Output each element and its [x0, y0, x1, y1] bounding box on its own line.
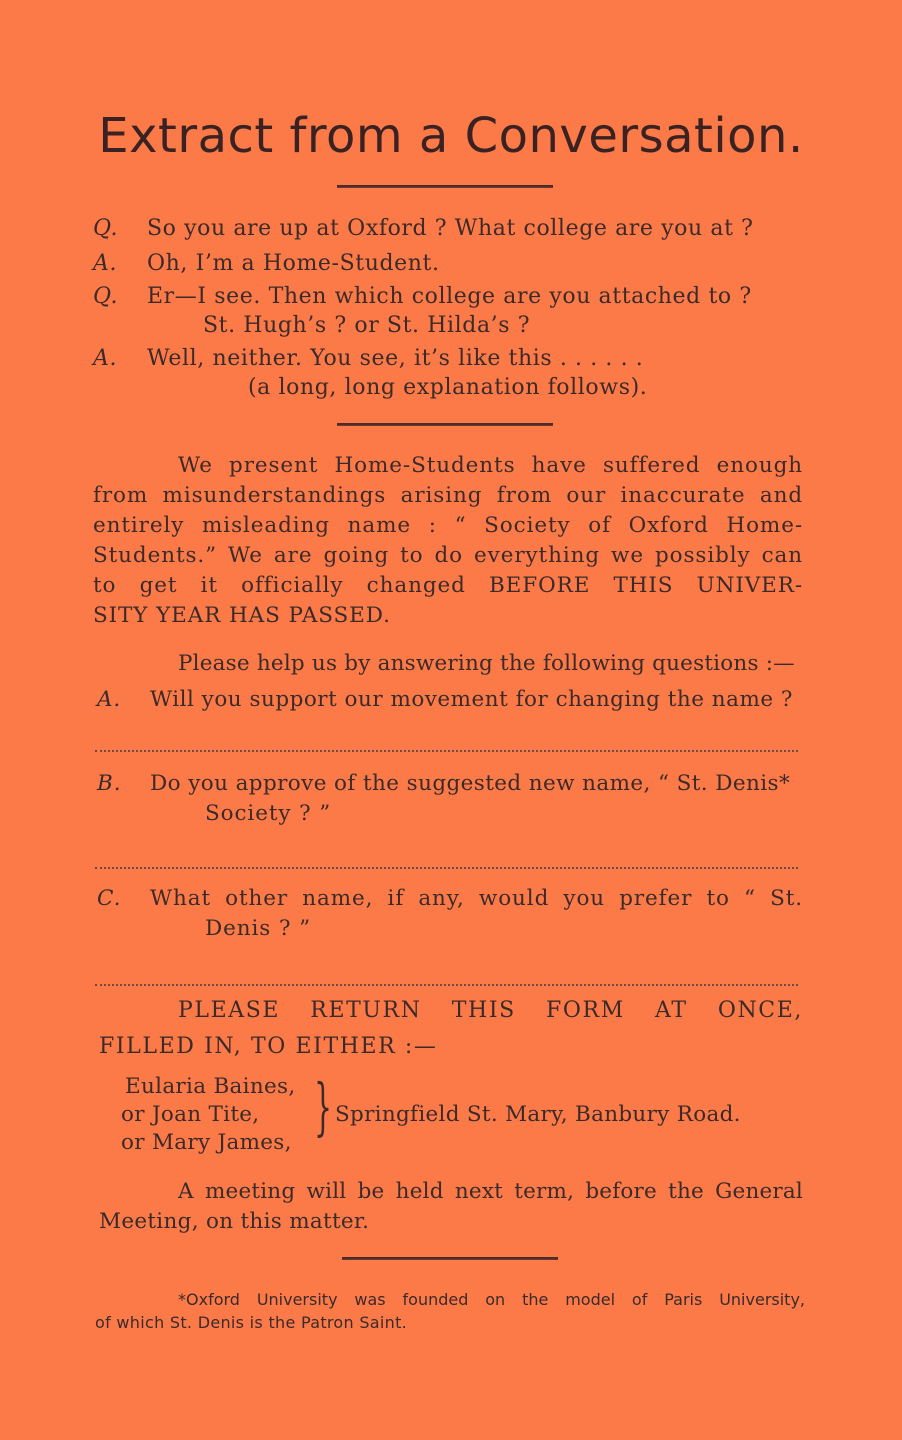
conversation-line: So you are up at Oxford ? What college are you at ? [147, 216, 754, 241]
question-text: Denis ? ” [205, 916, 312, 941]
return-address: Springfield St. Mary, Banbury Road. [335, 1102, 741, 1127]
meeting-note-line: A meeting will be held next term, before the General [178, 1179, 803, 1204]
statement-line: to get it officially changed BEFORE THIS UNIVER- [93, 573, 803, 598]
question-text: Society ? ” [205, 801, 332, 826]
conversation-line: St. Hugh’s ? or St. Hilda’s ? [203, 313, 531, 338]
question-label: C. [97, 886, 122, 911]
question-label: A. [97, 687, 122, 712]
conversation-line: Oh, I’m a Home-Student. [147, 251, 440, 276]
question-label: B. [97, 771, 122, 796]
speaker-label: A. [93, 251, 118, 276]
contact-name: or Mary James, [121, 1130, 292, 1155]
footnote-line: of which St. Denis is the Patron Saint. [95, 1313, 408, 1332]
answer-line-a[interactable] [95, 750, 798, 752]
question-text: What other name, if any, would you prefer to “ St. [150, 886, 803, 911]
answer-line-b[interactable] [95, 867, 798, 869]
brace-icon: } [314, 1070, 333, 1143]
contact-name: Eularia Baines, [125, 1074, 296, 1099]
questions-intro: Please help us by answering the following questions :— [178, 651, 795, 676]
question-text: Do you approve of the suggested new name, “ St. Denis* [150, 771, 791, 796]
conversation-line: Er—I see. Then which college are you attached to ? [147, 284, 752, 309]
question-text: Will you support our movement for changing the name ? [150, 687, 793, 712]
statement-line: SITY YEAR HAS PASSED. [93, 603, 391, 628]
answer-line-c[interactable] [95, 984, 798, 986]
statement-line: entirely misleading name : “ Society of Oxford Home- [93, 513, 803, 538]
footnote-line: *Oxford University was founded on the model of Paris University, [178, 1290, 805, 1309]
section-divider [337, 423, 553, 426]
title-divider [337, 185, 553, 188]
conversation-line: (a long, long explanation follows). [248, 375, 648, 400]
speaker-label: A. [93, 346, 118, 371]
speaker-label: Q. [93, 216, 119, 241]
page-title: Extract from a Conversation. [98, 108, 804, 164]
statement-line: We present Home-Students have suffered enough [178, 453, 803, 478]
return-notice-line: PLEASE RETURN THIS FORM AT ONCE, [178, 998, 803, 1023]
statement-line: Students.” We are going to do everything we possibly can [93, 543, 803, 568]
conversation-line: Well, neither. You see, it’s like this . . . . . . [147, 346, 644, 371]
speaker-label: Q. [93, 284, 119, 309]
contact-name: or Joan Tite, [121, 1102, 260, 1127]
footer-divider [342, 1257, 558, 1260]
meeting-note-line: Meeting, on this matter. [99, 1209, 370, 1234]
return-notice-line: FILLED IN, TO EITHER :— [99, 1034, 438, 1059]
statement-line: from misunderstandings arising from our inaccurate and [93, 483, 803, 508]
